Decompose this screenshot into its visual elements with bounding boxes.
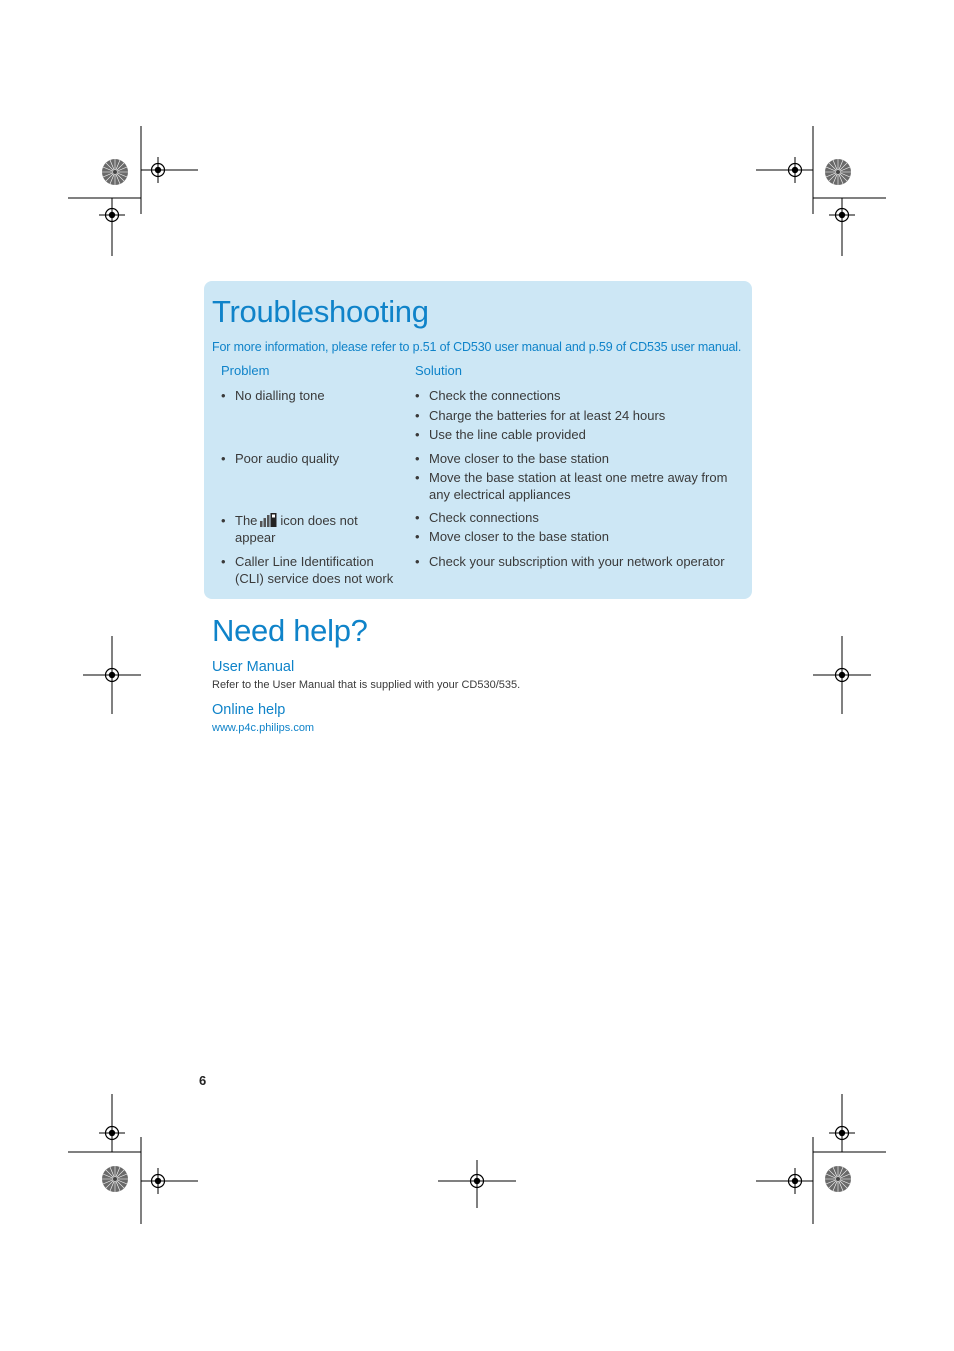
problem-item: • Caller Line Identification (CLI) service does not work [221,554,394,586]
need-help-title: Need help? [212,613,368,648]
solution-column-header: Solution [415,363,462,378]
solution-item: • Check your subscription with your network operator [415,554,725,569]
solution-item: • Use the line cable provided [415,427,586,442]
solution-item: • Check connections [415,510,539,525]
solution-item: • Check the connections [415,388,561,403]
signal-strength-icon [260,513,277,527]
user-manual-heading: User Manual [212,659,295,675]
user-manual-text: Refer to the User Manual that is supplied with your CD530/535. [212,679,521,691]
problem-item: • The icon does not appear [221,513,358,545]
solution-item: • Move closer to the base station [415,529,609,544]
online-help-heading: Online help [212,702,286,718]
reference-note: For more information, please refer to p.51 of CD530 user manual and p.59 of CD535 user manual. [212,340,742,354]
solution-item: • Charge the batteries for at least 24 hours [415,408,666,423]
online-help-link[interactable]: www.p4c.philips.com [212,722,315,734]
problem-item: • Poor audio quality [221,451,340,466]
problem-column-header: Problem [221,363,270,378]
solution-item: • Move closer to the base station [415,451,609,466]
problem-item: • No dialling tone [221,388,325,403]
page-number: 6 [199,1073,207,1088]
troubleshooting-title: Troubleshooting [212,294,429,329]
solution-item: • Move the base station at least one metre away from any electrical appliances [415,470,728,502]
